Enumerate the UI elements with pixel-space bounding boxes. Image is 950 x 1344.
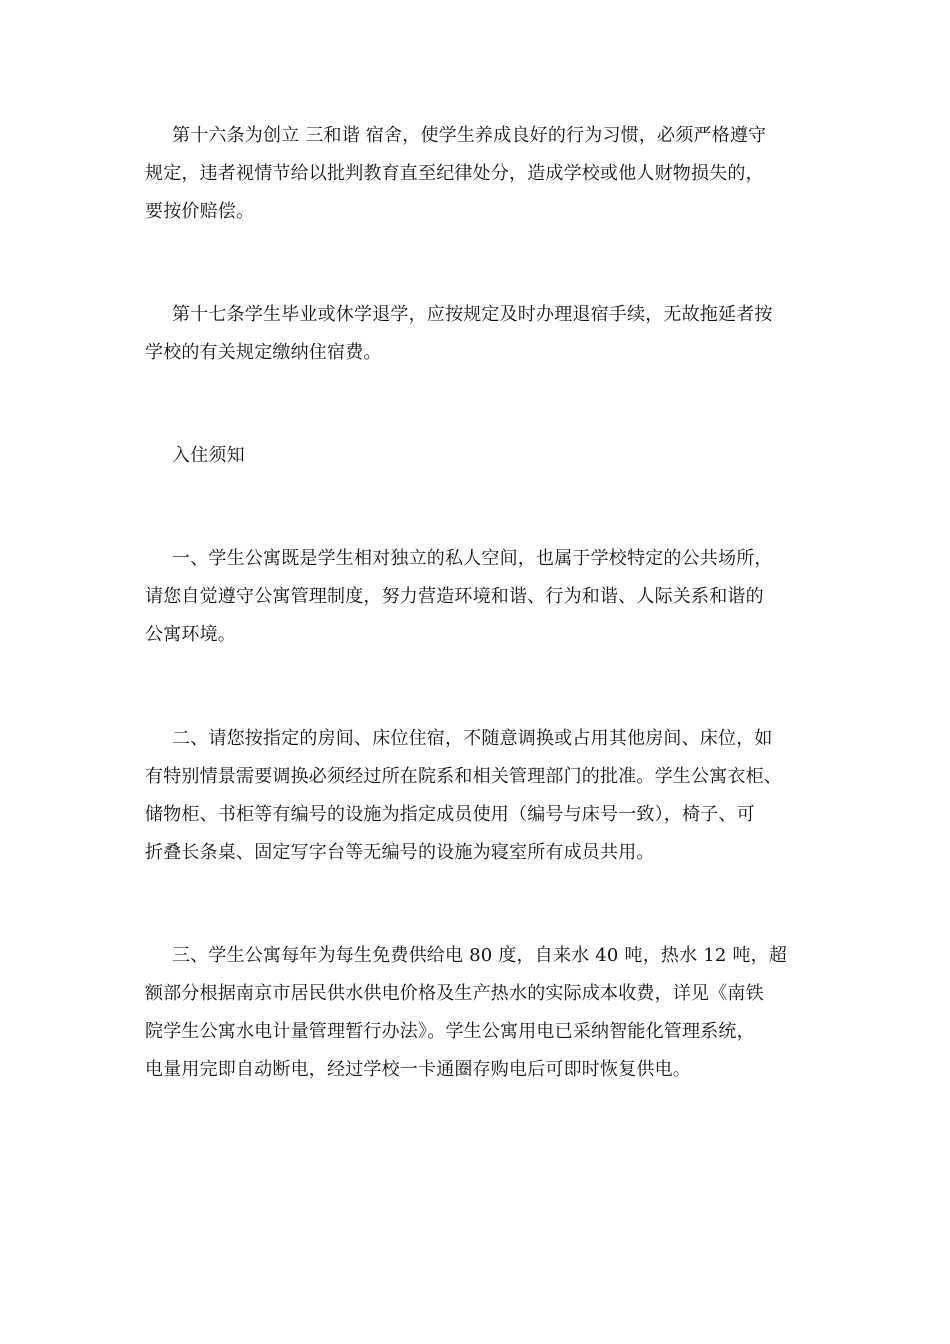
text-line: 第十六条为创立 三和谐 宿舍，使学生养成良好的行为习惯，必须严格遵守 <box>172 125 767 146</box>
text-line: 储物柜、书柜等有编号的设施为指定成员使用（编号与床号一致），椅子、可 <box>145 804 755 825</box>
text-line: 二、请您按指定的房间、床位住宿，不随意调换或占用其他房间、床位，如 <box>172 728 773 749</box>
text-line: 公寓环境。 <box>145 624 236 645</box>
text-line: 第十七条学生毕业或休学退学，应按规定及时办理退宿手续，无故拖延者按 <box>172 304 773 325</box>
text-line: 额部分根据南京市居民供水供电价格及生产热水的实际成本收费，详见《南铁 <box>145 983 764 1004</box>
text-line: 学校的有关规定缴纳住宿费。 <box>145 342 382 363</box>
heading-text: 入住须知 <box>172 445 245 466</box>
text-line: 院学生公寓水电计量管理暂行办法》。学生公寓用电已采纳智能化管理系统， <box>145 1021 755 1042</box>
text-line: 要按价赔偿。 <box>145 201 255 222</box>
text-line: 三、学生公寓每年为每生免费供给电 80 度，自来水 40 吨，热水 12 吨，超 <box>172 945 788 966</box>
text-line: 有特别情景需要调换必须经过所在院系和相关管理部门的批准。学生公寓衣柜、 <box>145 766 782 787</box>
text-line: 一、学生公寓既是学生相对独立的私人空间，也属于学校特定的公共场所， <box>172 548 773 569</box>
text-line: 折叠长条桌、固定写字台等无编号的设施为寝室所有成员共用。 <box>145 842 655 863</box>
text-line: 电量用完即自动断电，经过学校一卡通圈存购电后可即时恢复供电。 <box>145 1059 691 1080</box>
text-line: 规定，违者视情节给以批判教育直至纪律处分，造成学校或他人财物损失的， <box>145 163 764 184</box>
text-line: 请您自觉遵守公寓管理制度，努力营造环境和谐、行为和谐、人际关系和谐的 <box>145 586 764 607</box>
